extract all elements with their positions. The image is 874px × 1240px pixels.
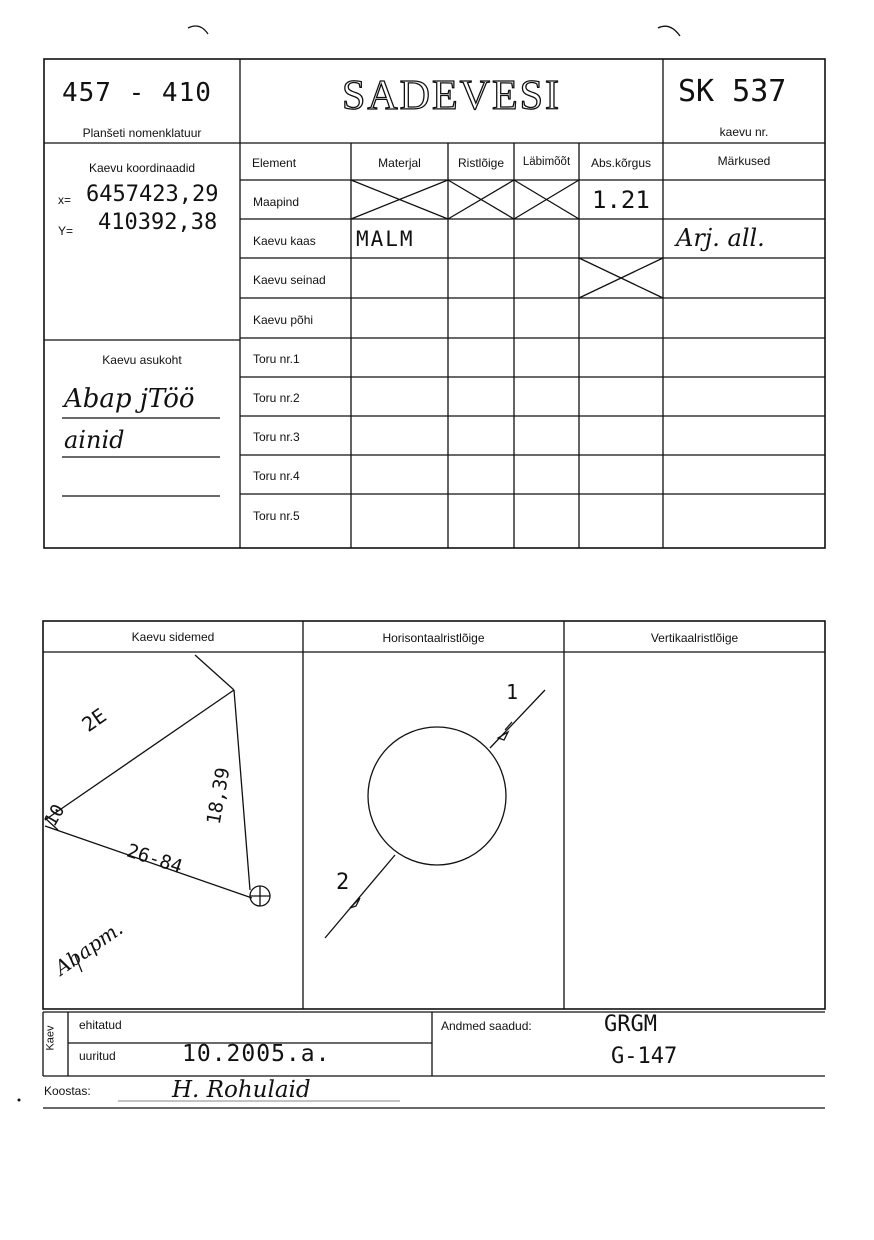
punch-mark-right (658, 26, 680, 36)
nomenclature-value: 457 - 410 (62, 78, 212, 108)
row-element-label: Maapind (253, 195, 300, 209)
pipe-2-label: 2 (336, 870, 350, 895)
col-header-markused: Märkused (717, 154, 771, 168)
built-label: ehitatud (79, 1018, 122, 1032)
distance-top: 2E (77, 703, 111, 737)
distance-bottom: 26-84 (124, 839, 186, 879)
col-header-ristloige: Ristlõige (457, 156, 505, 170)
distance-right: 18,39 (202, 765, 235, 827)
surveyed-label: uuritud (79, 1049, 116, 1063)
nomenclature-label: Planšeti nomenklatuur (82, 126, 202, 140)
row-element-label: Kaevu kaas (253, 234, 316, 248)
panel-title-horizontal: Horisontaalristlõige (382, 631, 485, 645)
row-element-label: Toru nr.4 (253, 469, 300, 483)
pipe-1-label: 1 (506, 680, 519, 704)
data-source-label: Andmed saadud: (441, 1019, 532, 1033)
row-element-label: Kaevu seinad (253, 273, 326, 287)
col-header-abs-korgus: Abs.kõrgus (590, 156, 652, 170)
row-element-label: Toru nr.2 (253, 391, 300, 405)
row-element-label: Toru nr.3 (253, 430, 300, 444)
well-number-value: SK 537 (678, 74, 787, 109)
row-element-label: Toru nr.1 (253, 352, 300, 366)
location-line-2: ainid (64, 426, 125, 454)
col-header-labimoot: Läbimõõt (522, 156, 571, 168)
place-note: Abapm. (50, 916, 128, 980)
ties-sketch (45, 655, 270, 972)
row-element-label: Toru nr.5 (253, 509, 300, 523)
compiled-value: H. Rohulaid (172, 1077, 311, 1103)
location-label: Kaevu asukoht (102, 353, 182, 367)
panel-title-ties: Kaevu sidemed (131, 630, 215, 644)
data-source-value-2: G-147 (611, 1044, 678, 1069)
punch-mark-left (188, 26, 208, 34)
well-number-label: kaevu nr. (719, 125, 769, 139)
data-source-value-1: GRGM (604, 1012, 657, 1037)
col-header-element: Element (252, 156, 297, 170)
stray-dot (18, 1099, 21, 1102)
well-side-label: Kaev (44, 1025, 57, 1051)
compiled-label: Koostas: (44, 1084, 91, 1098)
x-coordinate-value: 6457423,29 (86, 182, 219, 207)
surveyed-value: 10.2005.a. (182, 1041, 331, 1067)
horizontal-section (325, 690, 545, 938)
x-prefix: x= (58, 193, 72, 207)
maapind-abs-height: 1.21 (592, 186, 650, 214)
location-line-1: Abap jTöö (64, 384, 195, 414)
y-prefix: Y= (58, 224, 74, 238)
form-title: SADEVESI (341, 73, 561, 119)
distance-left: 10 (40, 800, 70, 831)
col-header-materjal: Materjal (378, 156, 421, 170)
kaas-material: MALM (356, 227, 415, 251)
row-element-label: Kaevu põhi (253, 313, 314, 327)
sketch-form-border (43, 621, 825, 1009)
coordinates-label: Kaevu koordinaadid (88, 161, 196, 175)
panel-title-vertical: Vertikaalristlõige (650, 631, 739, 645)
kaas-remarks: Arj. all. (676, 224, 765, 252)
y-coordinate-value: 410392,38 (98, 210, 218, 235)
